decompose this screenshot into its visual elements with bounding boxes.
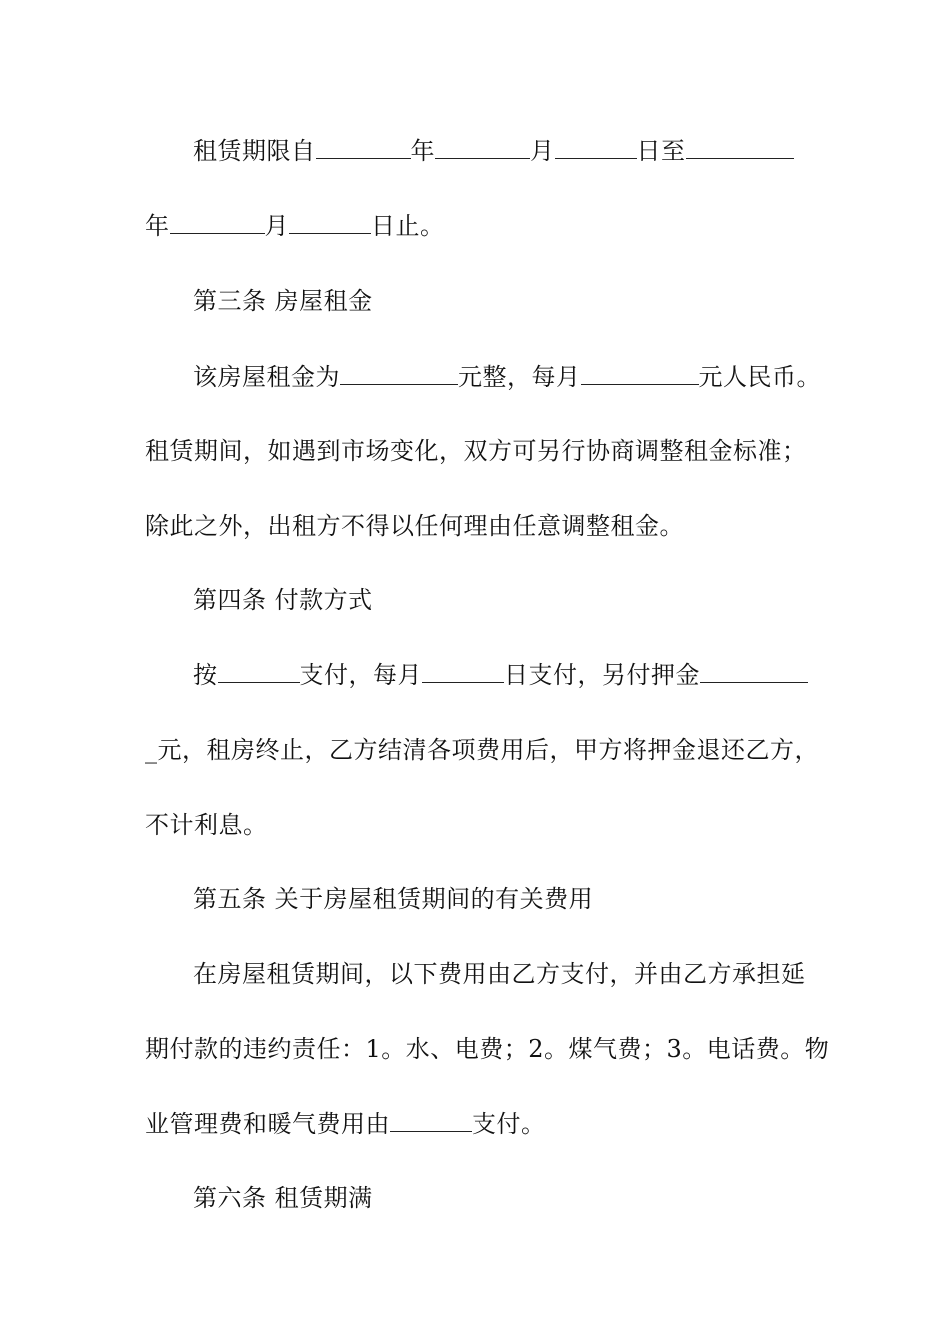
blank-field [686,136,794,159]
text-segment: 日至 [636,137,686,165]
blank-field [316,136,411,159]
text-segment: 业管理费和暖气费用由 [145,1110,390,1138]
section-heading: 第六条 租赁期满 [193,1184,373,1212]
blank-field [422,660,504,683]
text-segment: 年 [145,212,170,240]
text-segment: 支付。 [472,1110,546,1138]
text-segment: 日止。 [371,212,445,240]
blank-field [340,362,458,385]
paragraph-line: 在房屋租赁期间，以下费用由乙方支付，并由乙方承担延 [193,960,806,988]
lease-term-start-line [193,136,794,166]
text-segment: 元人民币。 [698,363,821,391]
payment-method-line [193,660,808,690]
paragraph-line: 不计利息。 [145,811,268,839]
blank-field [390,1109,472,1132]
section-heading: 第四条 付款方式 [193,586,373,614]
text-segment: 元整，每月 [458,363,581,391]
paragraph-line: 期付款的违约责任：1。水、电费；2。煤气费；3。电话费。物 [145,1035,830,1063]
paragraph-line: 除此之外，出租方不得以任何理由任意调整租金。 [145,512,684,540]
text-segment: 年 [410,137,435,165]
blank-field [289,211,371,234]
text-segment: 支付，每月 [299,661,422,689]
utility-payer-line [145,1109,546,1139]
lease-term-end-line [145,211,445,241]
blank-field [218,660,300,683]
text-segment: 租赁期限自 [193,137,316,165]
text-segment: 该房屋租金为 [193,363,340,391]
paragraph-line: _元，租房终止，乙方结清各项费用后，甲方将押金退还乙方， [145,736,819,764]
blank-field [700,660,808,683]
section-heading: 第三条 房屋租金 [193,287,373,315]
section-heading: 第五条 关于房屋租赁期间的有关费用 [193,885,594,913]
blank-field [170,211,265,234]
text-segment: 月 [530,137,555,165]
rent-amount-line [193,362,821,392]
text-segment: 日支付，另付押金 [504,661,700,689]
blank-field [555,136,637,159]
paragraph-line: 租赁期间，如遇到市场变化，双方可另行协商调整租金标准； [145,437,807,465]
text-segment: 按 [193,661,218,689]
text-segment: 月 [264,212,289,240]
blank-field [581,362,699,385]
blank-field [435,136,530,159]
